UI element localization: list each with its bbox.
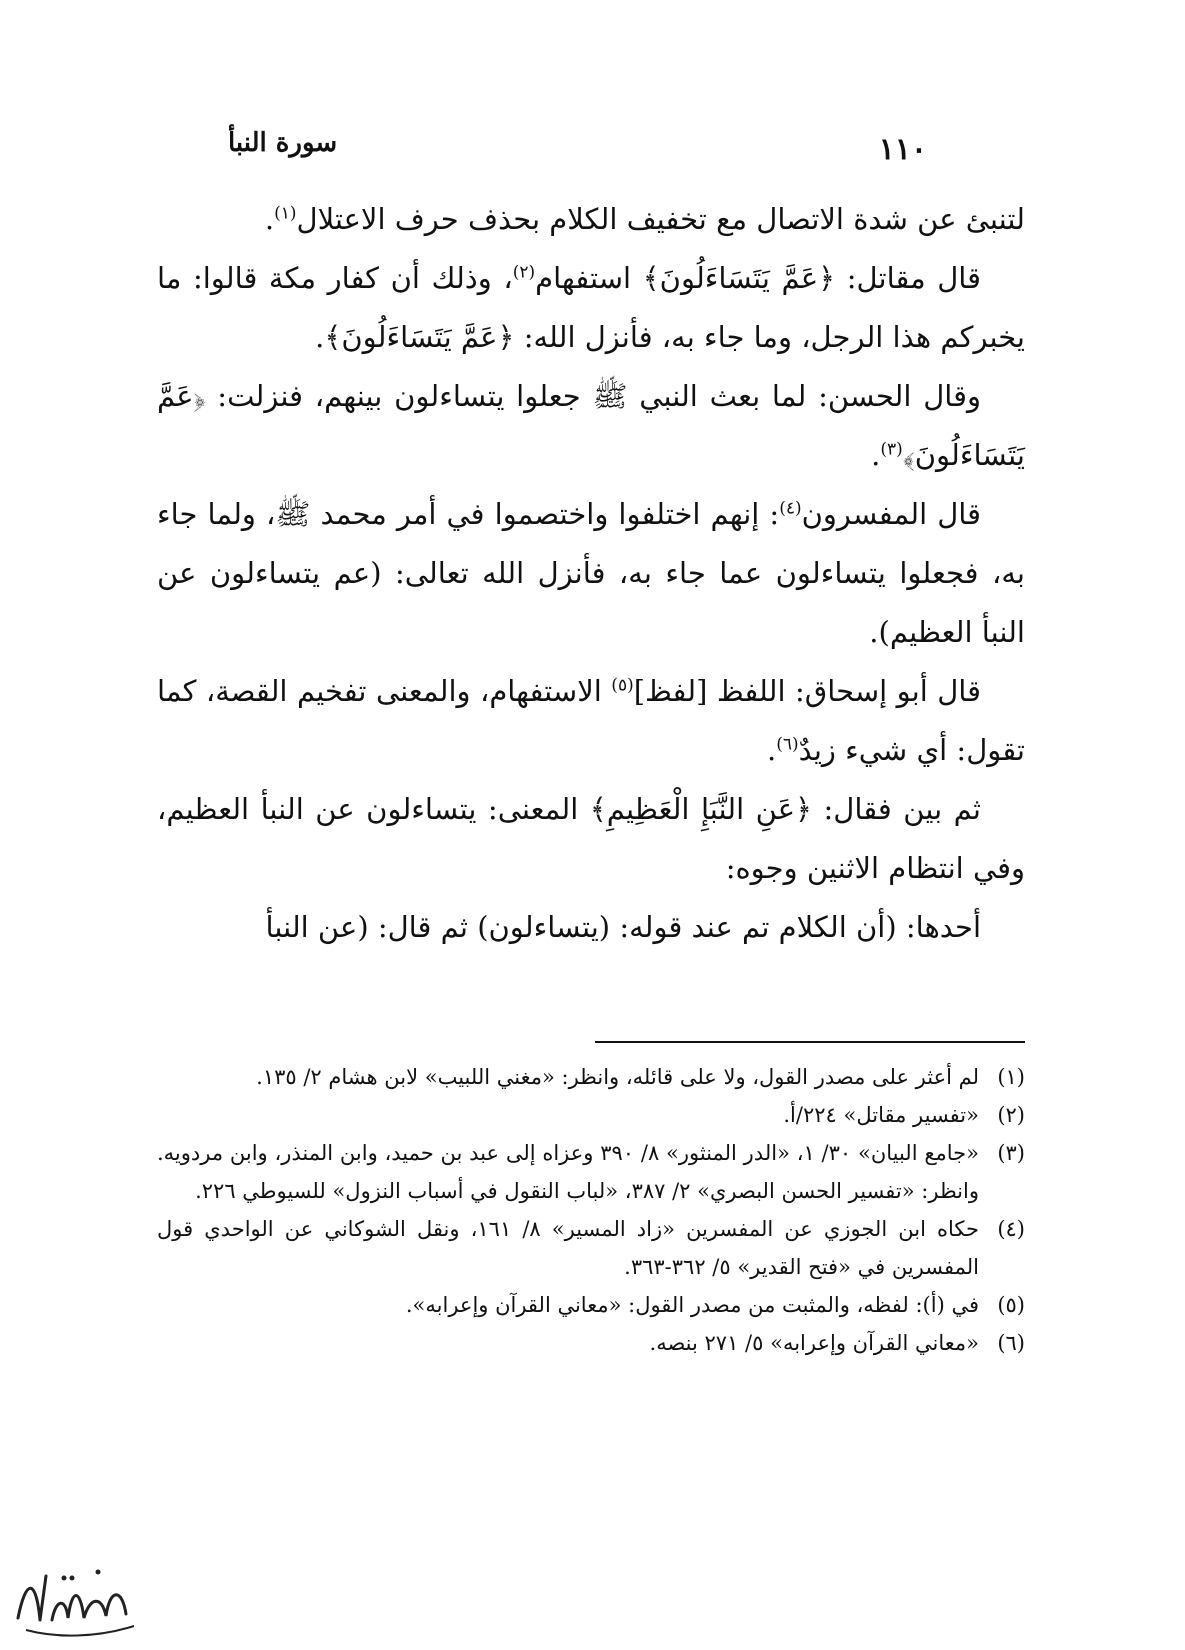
footnote — [157, 1134, 1025, 1210]
footnote — [157, 1286, 1025, 1324]
footnote — [157, 1058, 1025, 1096]
footnote-number: (٣) — [997, 1141, 1025, 1165]
paragraph: قال أبو إسحاق: اللفظ [لفظ]$^{(٥)}$ الاستفهام، والمعنى تفخيم القصة، كما تقول: أي شيء زيدٌ$^{(٦)}$. — [157, 674, 1025, 767]
footnote-separator — [595, 1041, 1025, 1043]
footnote-ref: (١) — [274, 203, 297, 224]
footnote-ref: (٢) — [512, 262, 536, 283]
footnote-ref: (٤) — [779, 498, 802, 519]
footnote-number: (٤) — [997, 1217, 1025, 1241]
footnote-number: (٢) — [997, 1103, 1025, 1127]
footnote-text: «جامع البيان» ٣٠/ ١، «الدر المنثور» ٨/ ٣٩٠ وعزاه إلى عبد بن حميد، وابن المنذر، وابن مردويه. وانظر: «تفسير الحسن البصري» ٢/ ٣٨٧، «لباب النقول في أسباب النزول» للسيوطي ٢٢٦. — [157, 1141, 979, 1203]
footnote-text: حكاه ابن الجوزي عن المفسرين «زاد المسير» ٨/ ١٦١، ونقل الشوكاني عن الواحدي قول المفسرين في «فتح القدير» ٥/ ٣٦٢-٣٦٣. — [157, 1217, 979, 1279]
footnote-number: (١) — [997, 1065, 1025, 1089]
paragraph: قال مقاتل: ﴿عَمَّ يَتَسَاءَلُونَ﴾ استفهام$^{(٢)}$، وذلك أن كفار مكة قالوا: ما يخبركم هذا الرجل، وما جاء به، فأنزل الله: ﴿عَمَّ يَتَسَاءَلُونَ﴾. — [157, 261, 1025, 354]
running-title: سورة النبأ — [228, 128, 338, 158]
paragraph: لتنبئ عن شدة الاتصال مع تخفيف الكلام بحذف حرف الاعتلال$^{(١)}$. — [264, 202, 1025, 236]
footnote-text: «معاني القرآن وإعرابه» ٥/ ٢٧١ بنصه. — [649, 1331, 979, 1355]
footnote-text: «تفسير مقاتل» ٢٢٤/أ. — [783, 1103, 979, 1127]
footnote-number: (٦) — [997, 1331, 1025, 1355]
footnote-text: في (أ): لفظه، والمثبت من مصدر القول: «معاني القرآن وإعرابه». — [405, 1293, 979, 1317]
page-header — [0, 128, 1185, 178]
paragraph: أحدها: (أن الكلام تم عند قوله: (يتساءلون) ثم قال: (عن النبأ — [265, 910, 981, 944]
footnote-ref: (٦) — [776, 734, 799, 755]
footnote — [157, 1096, 1025, 1134]
footnote-number: (٥) — [997, 1293, 1025, 1317]
footnotes — [157, 1058, 1025, 1362]
footnote — [157, 1324, 1025, 1362]
publisher-logo — [6, 1548, 146, 1644]
footnote — [157, 1210, 1025, 1286]
footnote-text: لم أعثر على مصدر القول، ولا على قائله، وانظر: «مغني اللبيب» لابن هشام ٢/ ١٣٥. — [256, 1065, 979, 1089]
paragraph: وقال الحسن: لما بعث النبي ﷺ جعلوا يتساءلون بينهم، فنزلت: ﴿عَمَّ يَتَسَاءَلُونَ﴾$^{(٣)}$. — [157, 379, 1025, 472]
footnote-ref: (٣) — [880, 439, 903, 460]
footnote-ref: (٥) — [611, 675, 634, 696]
page-number: ١١٠ — [878, 132, 927, 167]
paragraph: قال المفسرون$^{(٤)}$: إنهم اختلفوا واختصموا في أمر محمد ﷺ، ولما جاء به، فجعلوا يتساءلون عما جاء به، فأنزل الله تعالى: (عم يتساءلون عن النبأ العظيم). — [157, 497, 1025, 649]
main-text — [157, 190, 1025, 957]
paragraph: ثم بين فقال: ﴿عَنِ النَّبَإِ الْعَظِيمِ﴾ المعنى: يتساءلون عن النبأ العظيم، وفي انتظام الاثنين وجوه: — [157, 792, 1025, 885]
